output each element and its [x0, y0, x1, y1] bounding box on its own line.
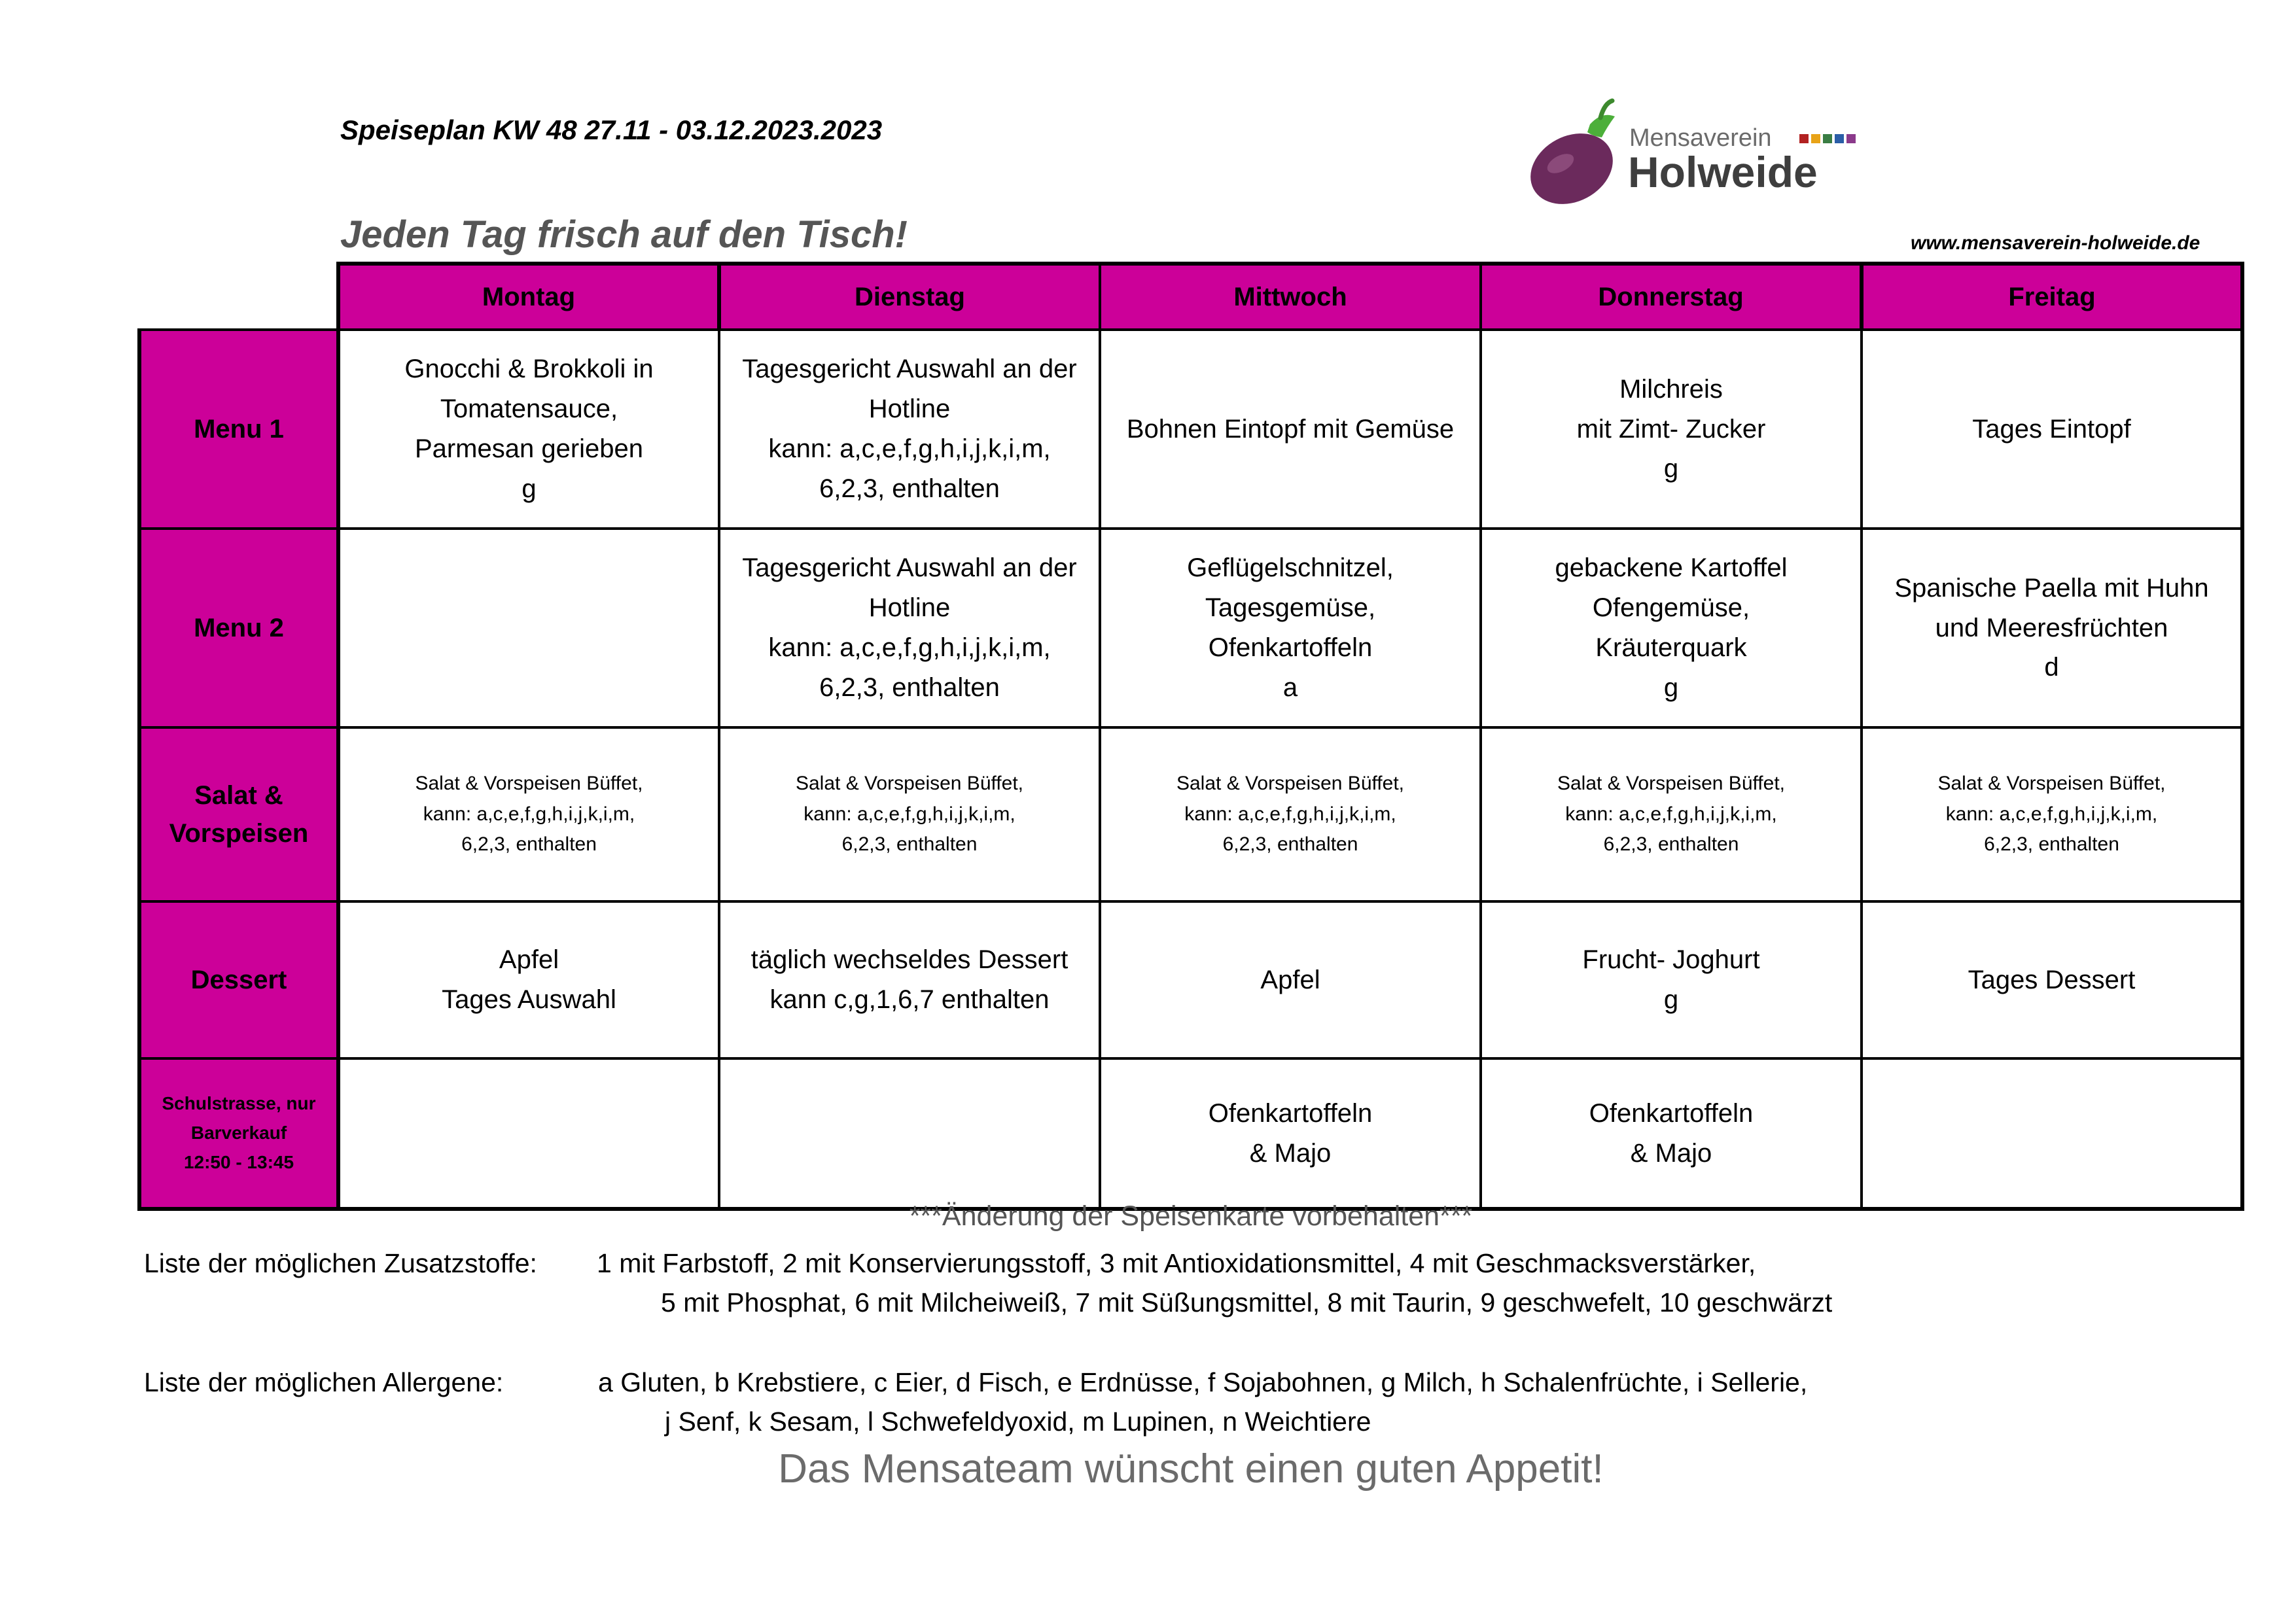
menu-cell-donnerstag: Salat & Vorspeisen Büffet, kann: a,c,e,f,g,h,i,j,k,i,m, 6,2,3, enthalten — [1481, 727, 1862, 901]
menu-cell-dienstag: Tagesgericht Auswahl an der Hotline kann: a,c,e,f,g,h,i,j,k,i,m, 6,2,3, enthalten — [719, 330, 1100, 529]
menu-cell-mittwoch: Apfel — [1100, 901, 1481, 1058]
row-label: Dessert — [139, 901, 338, 1058]
allergens-line-1: a Gluten, b Krebstiere, c Eier, d Fisch, e Erdnüsse, f Sojabohnen, g Milch, h Schalenfrüchte, i Sellerie, — [598, 1367, 1808, 1397]
logo — [1525, 98, 1865, 206]
menu-cell-mittwoch: Salat & Vorspeisen Büffet, kann: a,c,e,f,g,h,i,j,k,i,m, 6,2,3, enthalten — [1100, 727, 1481, 901]
menu-cell-montag — [338, 529, 719, 727]
table-row — [139, 529, 2242, 727]
menu-cell-mittwoch: Geflügelschnitzel, Tagesgemüse, Ofenkartoffeln a — [1100, 529, 1481, 727]
day-header-donnerstag: Donnerstag — [1481, 264, 1862, 330]
page-subtitle: Jeden Tag frisch auf den Tisch! — [340, 213, 908, 256]
closing-message: Das Mensateam wünscht einen guten Appetit! — [778, 1446, 1604, 1492]
row-label: Menu 2 — [139, 529, 338, 727]
table-row — [139, 1058, 2242, 1209]
menu-cell-freitag: Tages Eintopf — [1862, 330, 2242, 529]
allergens-line-2: j Senf, k Sesam, l Schwefeldyoxid, m Lupinen, n Weichtiere — [665, 1406, 1371, 1437]
day-header-mittwoch: Mittwoch — [1100, 264, 1481, 330]
menu-cell-mittwoch: Bohnen Eintopf mit Gemüse — [1100, 330, 1481, 529]
table-corner — [139, 264, 338, 330]
menu-cell-donnerstag: gebackene Kartoffel Ofengemüse, Kräuterquark g — [1481, 529, 1862, 727]
menu-cell-montag: Gnocchi & Brokkoli in Tomatensauce, Parmesan gerieben g — [338, 330, 719, 529]
logo-text-big: Holweide — [1628, 148, 1818, 196]
logo-color-square — [1799, 134, 1809, 143]
additives-label: Liste der möglichen Zusatzstoffe: — [144, 1248, 537, 1278]
logo-text-small: Mensaverein — [1629, 124, 1772, 152]
day-header-row — [139, 264, 2242, 330]
additives-line-1: 1 mit Farbstoff, 2 mit Konservierungsstoff, 3 mit Antioxidationsmittel, 4 mit Geschmacksverstärker, — [597, 1248, 1756, 1278]
change-notice: ***Änderung der Speisenkarte vorbehalten*** — [909, 1200, 1473, 1232]
menu-cell-freitag: Tages Dessert — [1862, 901, 2242, 1058]
table-row — [139, 330, 2242, 529]
menu-table — [137, 262, 2244, 1211]
allergens-label: Liste der möglichen Allergene: — [144, 1367, 504, 1397]
logo-color-square — [1846, 134, 1856, 143]
menu-cell-freitag: Spanische Paella mit Huhn und Meeresfrüchten d — [1862, 529, 2242, 727]
logo-color-square — [1823, 134, 1832, 143]
table-row — [139, 901, 2242, 1058]
row-label: Menu 1 — [139, 330, 338, 529]
menu-cell-donnerstag: Frucht- Joghurt g — [1481, 901, 1862, 1058]
day-header-montag: Montag — [338, 264, 719, 330]
menu-cell-dienstag: Salat & Vorspeisen Büffet, kann: a,c,e,f,g,h,i,j,k,i,m, 6,2,3, enthalten — [719, 727, 1100, 901]
row-label: Schulstrasse, nur Barverkauf 12:50 - 13:45 — [139, 1058, 338, 1209]
menu-cell-montag — [338, 1058, 719, 1209]
menu-cell-dienstag: täglich wechseldes Dessert kann c,g,1,6,7 enthalten — [719, 901, 1100, 1058]
menu-cell-freitag — [1862, 1058, 2242, 1209]
logo-color-square — [1811, 134, 1820, 143]
page-title: Speiseplan KW 48 27.11 - 03.12.2023.2023 — [340, 114, 883, 145]
menu-cell-dienstag — [719, 1058, 1100, 1209]
menu-cell-freitag: Salat & Vorspeisen Büffet, kann: a,c,e,f,g,h,i,j,k,i,m, 6,2,3, enthalten — [1862, 727, 2242, 901]
eggplant-icon — [1525, 98, 1629, 206]
menu-cell-montag: Apfel Tages Auswahl — [338, 901, 719, 1058]
menu-cell-donnerstag: Ofenkartoffeln & Majo — [1481, 1058, 1862, 1209]
menu-cell-donnerstag: Milchreis mit Zimt- Zucker g — [1481, 330, 1862, 529]
row-label: Salat & Vorspeisen — [139, 727, 338, 901]
menu-cell-mittwoch: Ofenkartoffeln & Majo — [1100, 1058, 1481, 1209]
logo-color-squares — [1799, 134, 1856, 143]
additives-line-2: 5 mit Phosphat, 6 mit Milcheiweiß, 7 mit Süßungsmittel, 8 mit Taurin, 9 geschwefelt, 10 geschwärzt — [661, 1287, 1833, 1318]
table-row — [139, 727, 2242, 901]
day-header-freitag: Freitag — [1862, 264, 2242, 330]
menu-cell-dienstag: Tagesgericht Auswahl an der Hotline kann: a,c,e,f,g,h,i,j,k,i,m, 6,2,3, enthalten — [719, 529, 1100, 727]
logo-color-square — [1835, 134, 1844, 143]
day-header-dienstag: Dienstag — [719, 264, 1100, 330]
menu-cell-montag: Salat & Vorspeisen Büffet, kann: a,c,e,f,g,h,i,j,k,i,m, 6,2,3, enthalten — [338, 727, 719, 901]
website-link[interactable]: www.mensaverein-holweide.de — [1911, 232, 2200, 254]
